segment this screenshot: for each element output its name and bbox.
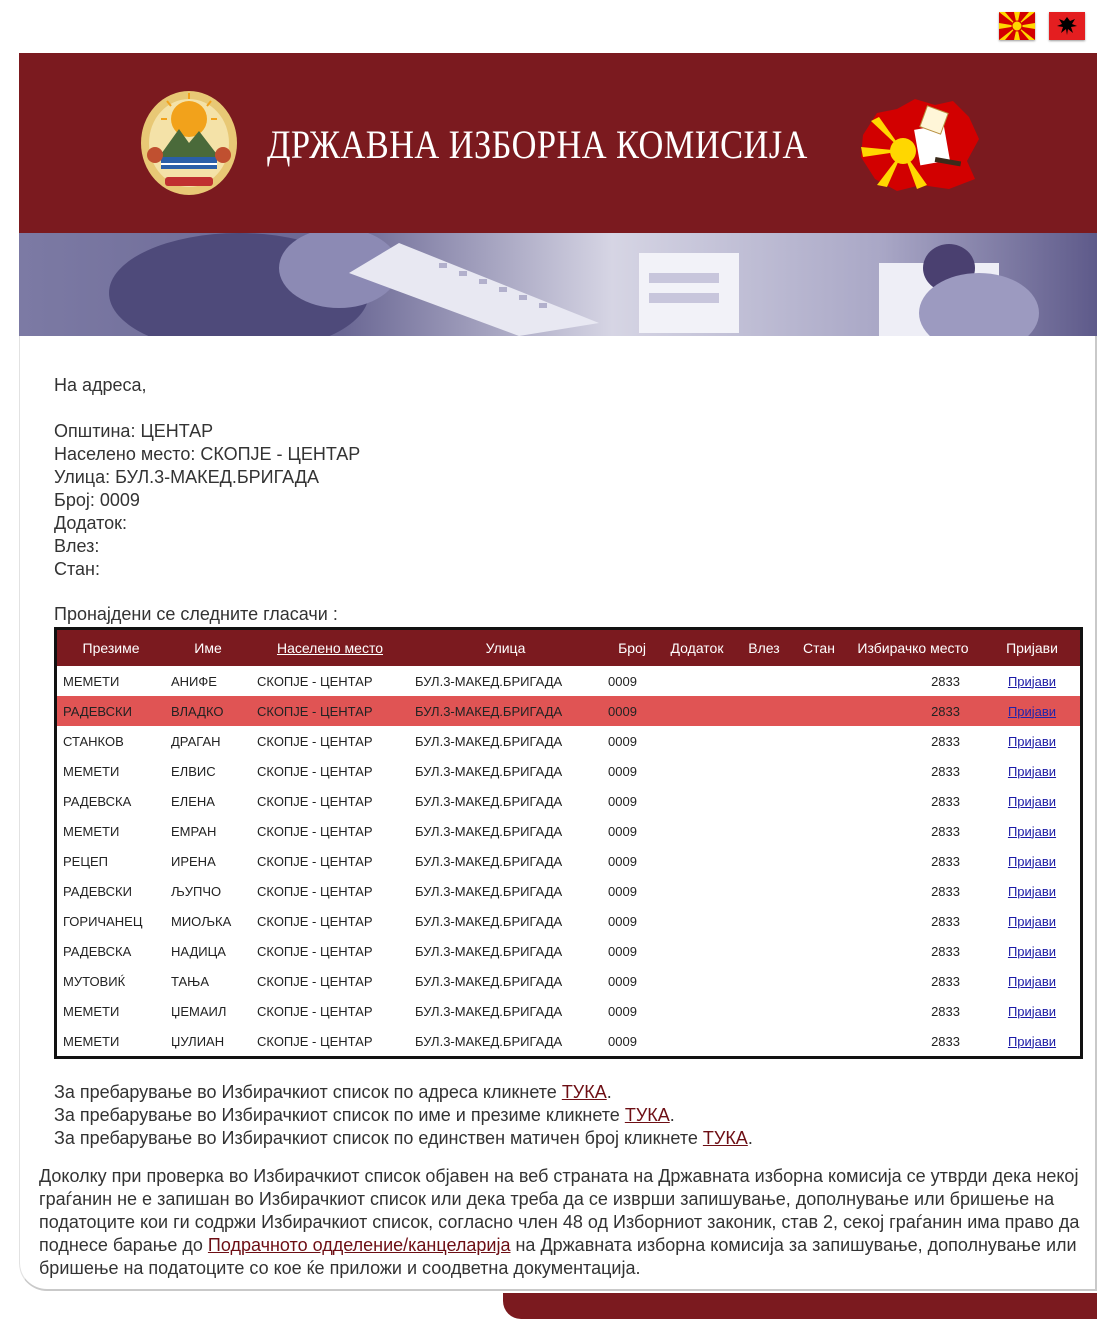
- search-by-address-link[interactable]: ТУКА: [561, 1082, 607, 1102]
- col-header-apartment: Стан: [803, 640, 835, 656]
- report-link[interactable]: Пријави: [1007, 823, 1057, 839]
- table-row: [57, 846, 1080, 876]
- table-body: [57, 666, 1080, 1056]
- cell-polling-station: 2833: [931, 853, 960, 869]
- report-link[interactable]: Пријави: [1007, 943, 1057, 959]
- table-row: [57, 696, 1080, 726]
- voters-table: [54, 627, 1083, 1059]
- table-row: [57, 936, 1080, 966]
- cell-number: 0009: [608, 673, 637, 689]
- cell-apartment: [796, 906, 842, 936]
- cell-name: ЕЛВИС: [171, 763, 216, 779]
- table-header-row: [57, 630, 1080, 666]
- site-header: [19, 53, 1097, 233]
- cell-entrance: [732, 726, 796, 756]
- cell-number: 0009: [608, 703, 637, 719]
- report-link[interactable]: Пријави: [1007, 973, 1057, 989]
- report-link[interactable]: Пријави: [1007, 673, 1057, 689]
- report-link[interactable]: Пријави: [1007, 883, 1057, 899]
- cell-report: [984, 696, 1080, 726]
- table-row: [57, 996, 1080, 1026]
- cell-number: 0009: [608, 913, 637, 929]
- col-header-addition: Додаток: [670, 640, 724, 656]
- table-row: [57, 756, 1080, 786]
- cell-polling-station: 2833: [931, 823, 960, 839]
- table-row: [57, 966, 1080, 996]
- cell-place: СКОПЈЕ - ЦЕНТАР: [257, 703, 373, 719]
- cell-addition: [662, 996, 732, 1026]
- table-row: [57, 786, 1080, 816]
- cell-entrance: [732, 816, 796, 846]
- cell-street: БУЛ.3-МАКЕД.БРИГАДА: [415, 883, 563, 899]
- cell-name: ЏЕМАИЛ: [171, 1003, 227, 1019]
- cell-number: 0009: [608, 763, 637, 779]
- col-header-number: Број: [618, 640, 646, 656]
- cell-name: АНИФЕ: [171, 673, 217, 689]
- cell-apartment: [796, 756, 842, 786]
- cell-name: ЉУПЧО: [171, 883, 222, 899]
- cell-report: [984, 996, 1080, 1026]
- cell-addition: [662, 936, 732, 966]
- report-link[interactable]: Пријави: [1007, 913, 1057, 929]
- cell-surname: РАДЕВСКА: [63, 943, 132, 959]
- cell-entrance: [732, 756, 796, 786]
- cell-place: СКОПЈЕ - ЦЕНТАР: [257, 1033, 373, 1049]
- cell-number: 0009: [608, 943, 637, 959]
- cell-report: [984, 756, 1080, 786]
- cell-addition: [662, 786, 732, 816]
- cell-name: ДРАГАН: [171, 733, 221, 749]
- banner-image: [19, 233, 1097, 336]
- cell-street: БУЛ.3-МАКЕД.БРИГАДА: [415, 853, 563, 869]
- cell-polling-station: 2833: [931, 943, 960, 959]
- cell-number: 0009: [608, 1033, 637, 1049]
- cell-surname: МЕМЕТИ: [63, 1033, 120, 1049]
- page-title: ДРЖАВНА ИЗБОРНА КОМИСИЈА: [267, 122, 808, 167]
- address-municipality: Општина: ЦЕНТАР: [54, 421, 214, 441]
- address-settlement: Населено место: СКОПЈЕ - ЦЕНТАР: [54, 444, 361, 464]
- notice-text-before: Доколку при проверка во Избирачкиот список објавен на веб страната на Државната изборна комисија се утврди дека некој граѓанин не е запишан во Избирачкиот список или дека треба да се изврши запишување, дополнување или бришење на податоците кои ги содржи Избирачкиот список, согласно член 48 од Изборниот законик, став 2, секој граѓанин има право да поднесе барање до: [39, 1166, 1080, 1255]
- cell-apartment: [796, 816, 842, 846]
- cell-entrance: [732, 996, 796, 1026]
- search-links: [54, 1081, 753, 1150]
- cell-entrance: [732, 666, 796, 696]
- cell-surname: РЕЦЕП: [63, 853, 108, 869]
- cell-report: [984, 876, 1080, 906]
- cell-name: МИОЉКА: [171, 913, 232, 929]
- search-by-embg-suffix: .: [747, 1128, 753, 1148]
- cell-number: 0009: [608, 883, 637, 899]
- cell-surname: МЕМЕТИ: [63, 823, 120, 839]
- col-header-surname: Презиме: [82, 640, 140, 656]
- cell-report: [984, 726, 1080, 756]
- cell-name: ВЛАДКО: [171, 703, 224, 719]
- cell-place: СКОПЈЕ - ЦЕНТАР: [257, 913, 373, 929]
- search-by-name-text: За пребарување во Избирачкиот список по име и презиме кликнете: [54, 1105, 625, 1125]
- office-workers-photo: [19, 233, 1097, 336]
- search-by-name-line: [54, 1104, 753, 1127]
- cell-entrance: [732, 846, 796, 876]
- albanian-flag-icon[interactable]: [1049, 12, 1085, 40]
- cell-report: [984, 846, 1080, 876]
- cell-apartment: [796, 966, 842, 996]
- cell-street: БУЛ.3-МАКЕД.БРИГАДА: [415, 733, 563, 749]
- cell-number: 0009: [608, 733, 637, 749]
- cell-polling-station: 2833: [931, 673, 960, 689]
- report-link[interactable]: Пријави: [1007, 1033, 1057, 1049]
- search-by-name-link[interactable]: ТУКА: [624, 1105, 670, 1125]
- cell-surname: МУТОВИЌ: [63, 973, 126, 989]
- cell-polling-station: 2833: [931, 913, 960, 929]
- report-link[interactable]: Пријави: [1007, 853, 1057, 869]
- search-by-embg-text: За пребарување во Избирачкиот список по единствен матичен број кликнете: [54, 1128, 703, 1148]
- cell-street: БУЛ.3-МАКЕД.БРИГАДА: [415, 913, 563, 929]
- cell-surname: ГОРИЧАНЕЦ: [63, 913, 143, 929]
- cell-addition: [662, 816, 732, 846]
- cell-street: БУЛ.3-МАКЕД.БРИГАДА: [415, 1003, 563, 1019]
- cell-report: [984, 906, 1080, 936]
- cell-street: БУЛ.3-МАКЕД.БРИГАДА: [415, 943, 563, 959]
- search-by-embg-link[interactable]: ТУКА: [702, 1128, 748, 1148]
- cell-surname: РАДЕВСКИ: [63, 883, 132, 899]
- cell-apartment: [796, 1026, 842, 1056]
- cell-polling-station: 2833: [931, 973, 960, 989]
- report-link[interactable]: Пријави: [1007, 763, 1057, 779]
- cell-name: ЕЛЕНА: [171, 793, 215, 809]
- cell-number: 0009: [608, 823, 637, 839]
- macedonian-flag-icon[interactable]: [999, 12, 1035, 40]
- footer-bar: [503, 1293, 1097, 1319]
- cell-surname: РАДЕВСКА: [63, 793, 132, 809]
- cell-surname: СТАНКОВ: [63, 733, 124, 749]
- address-apartment: Стан:: [54, 559, 100, 579]
- cell-report: [984, 786, 1080, 816]
- cell-entrance: [732, 786, 796, 816]
- cell-place: СКОПЈЕ - ЦЕНТАР: [257, 883, 373, 899]
- cell-polling-station: 2833: [931, 883, 960, 899]
- cell-street: БУЛ.3-МАКЕД.БРИГАДА: [415, 703, 563, 719]
- cell-surname: РАДЕВСКИ: [63, 703, 132, 719]
- cell-apartment: [796, 726, 842, 756]
- cell-addition: [662, 756, 732, 786]
- cell-surname: МЕМЕТИ: [63, 673, 120, 689]
- coat-of-arms-icon: [137, 85, 242, 197]
- cell-report: [984, 816, 1080, 846]
- table-row: [57, 876, 1080, 906]
- cell-report: [984, 966, 1080, 996]
- cell-street: БУЛ.3-МАКЕД.БРИГАДА: [415, 973, 563, 989]
- address-number: Број: 0009: [54, 490, 140, 510]
- cell-polling-station: 2833: [931, 733, 960, 749]
- cell-name: ТАЊА: [171, 973, 209, 989]
- table-row: [57, 666, 1080, 696]
- address-entrance: Влез:: [54, 536, 100, 556]
- cell-apartment: [796, 936, 842, 966]
- cell-entrance: [732, 1026, 796, 1056]
- cell-apartment: [796, 786, 842, 816]
- cell-addition: [662, 666, 732, 696]
- election-commission-logo-icon: [857, 95, 983, 195]
- cell-apartment: [796, 996, 842, 1026]
- cell-surname: МЕМЕТИ: [63, 763, 120, 779]
- cell-apartment: [796, 876, 842, 906]
- cell-addition: [662, 846, 732, 876]
- col-header-place-sort-link[interactable]: Населено место: [276, 640, 384, 656]
- search-by-address-suffix: .: [606, 1082, 612, 1102]
- cell-number: 0009: [608, 973, 637, 989]
- cell-report: [984, 666, 1080, 696]
- cell-entrance: [732, 906, 796, 936]
- cell-report: [984, 1026, 1080, 1056]
- cell-name: НАДИЦА: [171, 943, 226, 959]
- cell-number: 0009: [608, 853, 637, 869]
- cell-place: СКОПЈЕ - ЦЕНТАР: [257, 973, 373, 989]
- cell-place: СКОПЈЕ - ЦЕНТАР: [257, 793, 373, 809]
- cell-addition: [662, 726, 732, 756]
- cell-entrance: [732, 966, 796, 996]
- col-header-entrance: Влез: [748, 640, 780, 656]
- cell-street: БУЛ.3-МАКЕД.БРИГАДА: [415, 1033, 563, 1049]
- cell-report: [984, 936, 1080, 966]
- cell-name: ИРЕНА: [171, 853, 216, 869]
- cell-apartment: [796, 696, 842, 726]
- cell-polling-station: 2833: [931, 763, 960, 779]
- regional-office-link[interactable]: Подрачното одделение/канцеларија: [207, 1235, 511, 1255]
- cell-street: БУЛ.3-МАКЕД.БРИГАДА: [415, 763, 563, 779]
- search-by-address-line: [54, 1081, 753, 1104]
- report-link[interactable]: Пријави: [1007, 793, 1057, 809]
- notice-paragraph: [39, 1165, 1101, 1280]
- notice-text-after: на Државната изборна комисија за запишување, дополнување или бришење на податоците со кое ќе приложи и соодветна документација.: [39, 1235, 1077, 1278]
- cell-place: СКОПЈЕ - ЦЕНТАР: [257, 1003, 373, 1019]
- cell-addition: [662, 1026, 732, 1056]
- cell-entrance: [732, 696, 796, 726]
- cell-entrance: [732, 876, 796, 906]
- cell-surname: МЕМЕТИ: [63, 1003, 120, 1019]
- cell-street: БУЛ.3-МАКЕД.БРИГАДА: [415, 793, 563, 809]
- cell-polling-station: 2833: [931, 793, 960, 809]
- cell-place: СКОПЈЕ - ЦЕНТАР: [257, 763, 373, 779]
- address-intro: На адреса,: [54, 375, 147, 395]
- cell-apartment: [796, 846, 842, 876]
- cell-place: СКОПЈЕ - ЦЕНТАР: [257, 733, 373, 749]
- table-row: [57, 1026, 1080, 1056]
- address-block: [54, 374, 360, 581]
- cell-polling-station: 2833: [931, 703, 960, 719]
- table-row: [57, 726, 1080, 756]
- report-link[interactable]: Пријави: [1007, 1003, 1057, 1019]
- cell-place: СКОПЈЕ - ЦЕНТАР: [257, 943, 373, 959]
- cell-addition: [662, 906, 732, 936]
- cell-number: 0009: [608, 1003, 637, 1019]
- cell-place: СКОПЈЕ - ЦЕНТАР: [257, 673, 373, 689]
- table-row: [57, 816, 1080, 846]
- cell-street: БУЛ.3-МАКЕД.БРИГАДА: [415, 823, 563, 839]
- col-header-street: Улица: [485, 640, 526, 656]
- cell-apartment: [796, 666, 842, 696]
- cell-place: СКОПЈЕ - ЦЕНТАР: [257, 823, 373, 839]
- language-switcher: [999, 12, 1085, 40]
- cell-polling-station: 2833: [931, 1003, 960, 1019]
- cell-place: СКОПЈЕ - ЦЕНТАР: [257, 853, 373, 869]
- address-street: Улица: БУЛ.3-МАКЕД.БРИГАДА: [54, 467, 319, 487]
- search-by-address-text: За пребарување во Избирачкиот список по адреса кликнете: [54, 1082, 562, 1102]
- cell-number: 0009: [608, 793, 637, 809]
- search-by-embg-line: [54, 1127, 753, 1150]
- col-header-polling-station: Избирачко место: [857, 640, 969, 656]
- search-by-name-suffix: .: [669, 1105, 675, 1125]
- cell-addition: [662, 876, 732, 906]
- cell-addition: [662, 696, 732, 726]
- found-voters-label: Пронајдени се следните гласачи :: [54, 604, 338, 624]
- cell-street: БУЛ.3-МАКЕД.БРИГАДА: [415, 673, 563, 689]
- cell-entrance: [732, 936, 796, 966]
- cell-name: ЏУЛИАН: [171, 1033, 225, 1049]
- cell-name: ЕМРАН: [171, 823, 217, 839]
- report-link[interactable]: Пријави: [1007, 703, 1057, 719]
- col-header-name: Име: [194, 640, 222, 656]
- cell-addition: [662, 966, 732, 996]
- table-row: [57, 906, 1080, 936]
- cell-polling-station: 2833: [931, 1033, 960, 1049]
- report-link[interactable]: Пријави: [1007, 733, 1057, 749]
- col-header-report: Пријави: [1006, 640, 1058, 656]
- address-addition: Додаток:: [54, 513, 128, 533]
